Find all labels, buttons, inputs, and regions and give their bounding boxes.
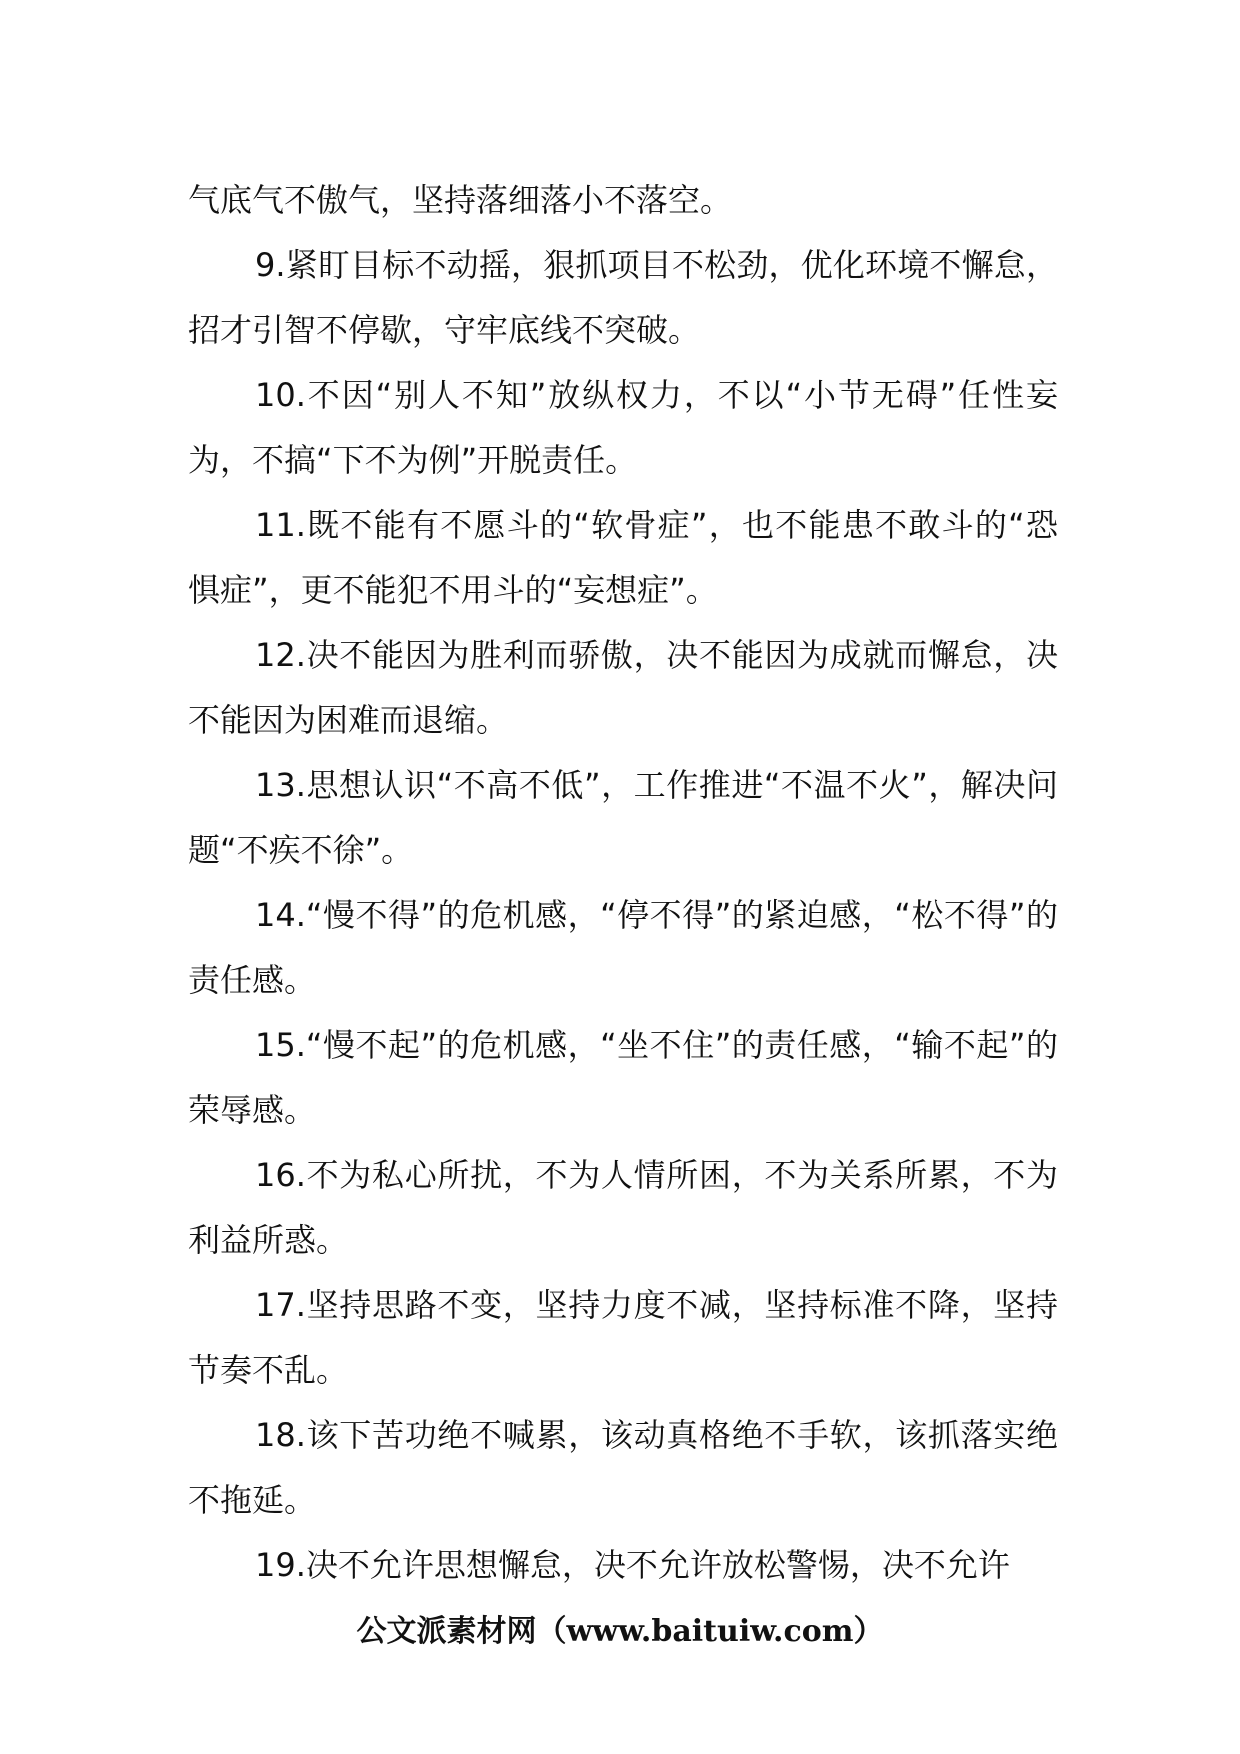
paragraph-item-14: 14.“慢不得”的危机感，“停不得”的紧迫感，“松不得”的责任感。 (188, 896, 1058, 999)
paragraph-item-18: 18.该下苦功绝不喊累，该动真格绝不手软，该抓落实绝不拖延。 (188, 1416, 1058, 1519)
paragraph-item-9: 9.紧盯目标不动摇，狠抓项目不松劲，优化环境不懈怠，招才引智不停歇，守牢底线不突破。 (188, 246, 1058, 349)
paragraph-item-19: 19.决不允许思想懈怠，决不允许放松警惕，决不允许 (255, 1546, 1010, 1584)
paragraph-continuation: 气底气不傲气，坚持落细落小不落空。 (188, 181, 733, 219)
paragraph-item-15: 15.“慢不起”的危机感，“坐不住”的责任感，“输不起”的荣辱感。 (188, 1026, 1058, 1129)
paragraph-item-13: 13.思想认识“不高不低”，工作推进“不温不火”，解决问题“不疾不徐”。 (188, 766, 1058, 869)
footer-watermark: 公文派素材网（www.baituiw.com） (356, 1614, 884, 1649)
paragraph-item-10: 10.不因“别人不知”放纵权力，不以“小节无碍”任性妄为，不搞“下不为例”开脱责任。 (188, 376, 1058, 479)
document-body (188, 168, 1058, 1598)
paragraph-item-11: 11.既不能有不愿斗的“软骨症”，也不能患不敢斗的“恐惧症”，更不能犯不用斗的“妄想症”。 (188, 506, 1058, 609)
paragraph-item-17: 17.坚持思路不变，坚持力度不减，坚持标准不降，坚持节奏不乱。 (188, 1286, 1058, 1389)
paragraph-item-12: 12.决不能因为胜利而骄傲，决不能因为成就而懈怠，决不能因为困难而退缩。 (188, 636, 1058, 739)
paragraph-item-16: 16.不为私心所扰，不为人情所困，不为关系所累，不为利益所惑。 (188, 1156, 1058, 1259)
